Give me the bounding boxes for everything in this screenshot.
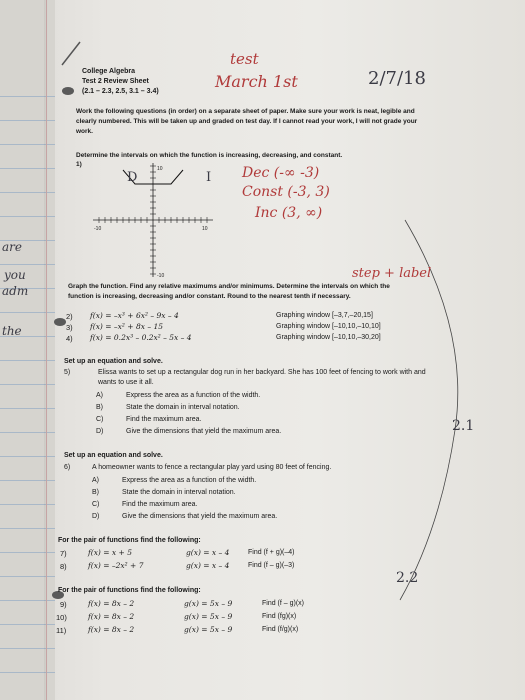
instructions-line: clearly numbered. This will be taken up and graded on test day. If I cannot read your work, I will not grade your [76, 118, 418, 125]
margin-word: adm [2, 284, 29, 298]
find-expression: Find (f/g)(x) [262, 626, 299, 633]
part-text: State the domain in interval notation. [122, 489, 236, 496]
y-tick-top: 10 [157, 166, 163, 172]
x-tick-right: 10 [202, 226, 208, 232]
find-expression: Find (f – g)(–3) [248, 562, 295, 569]
graphing-window: Graphing window [–10,10,–30,20] [276, 334, 381, 341]
problem-text: A homeowner wants to fence a rectangular play yard using 80 feet of fencing. [92, 464, 332, 471]
course-name: College Algebra [82, 68, 136, 75]
margin-word: the [2, 324, 22, 338]
graph-label-d: D [127, 170, 138, 185]
part-text: Give the dimensions that yield the maximum area. [126, 428, 282, 435]
part-text: Give the dimensions that yield the maximum area. [122, 513, 278, 520]
function-g: g(x) = x – 4 [186, 548, 230, 557]
part-label: C) [92, 501, 100, 508]
section2-heading: function is increasing, decreasing and/or constant. Round to the nearest tenth if necessary. [68, 293, 351, 300]
slash-mark [62, 42, 80, 65]
function-f: f(x) = 8x – 2 [88, 625, 135, 634]
part-label: D) [96, 428, 104, 435]
section2-heading: Graph the function. Find any relative maximums and/or minimums. Determine the intervals on which the [68, 283, 390, 290]
question-number: 5) [64, 369, 71, 376]
find-expression: Find (f – g)(x) [262, 600, 305, 607]
part-text: Find the maximum area. [126, 416, 202, 423]
punch-hole [62, 87, 74, 95]
instructions-line: work. [76, 128, 93, 135]
question-number: 6) [64, 464, 71, 471]
function-expression: f(x) = –x² + 8x – 15 [90, 322, 164, 331]
function-f: f(x) = 8x – 2 [88, 612, 135, 621]
question-number: 11) [56, 626, 67, 635]
part-label: B) [92, 489, 99, 496]
part-text: State the domain in interval notation. [126, 404, 240, 411]
handwritten-decreasing: Dec (-∞ -3) [242, 165, 320, 181]
graph-label-i: I [206, 170, 212, 185]
problem-text: Elissa wants to set up a rectangular dog run in her backyard. She has 100 feet of fencing to work with and [98, 369, 426, 376]
part-text: Find the maximum area. [122, 501, 198, 508]
question-number: 3) [66, 323, 73, 332]
section6-heading: For the pair of functions find the following: [58, 587, 201, 594]
handwritten-constant: Const (-3, 3) [242, 184, 330, 200]
question-number: 8) [60, 562, 67, 571]
part-text: Express the area as a function of the width. [122, 477, 257, 484]
part-label: B) [96, 404, 103, 411]
part-label: C) [96, 416, 104, 423]
handwritten-section-note: 2.1 [452, 418, 475, 434]
margin-word: are [2, 240, 22, 254]
function-f: f(x) = 8x – 2 [88, 599, 135, 608]
function-g: g(x) = 5x – 9 [184, 599, 233, 608]
graphing-window: Graphing window [–3,7,–20,15] [276, 312, 373, 319]
function-expression: f(x) = –x³ + 6x² – 9x – 4 [90, 311, 179, 320]
punch-hole [54, 318, 66, 326]
handwritten-test: test [230, 50, 259, 68]
instructions-line: Work the following questions (in order) on a separate sheet of paper. Make sure your work is neat, legible and [76, 108, 415, 115]
handwritten-section-note: 2.2 [396, 570, 419, 586]
function-g: g(x) = 5x – 9 [184, 612, 233, 621]
question-number: 1) [76, 161, 82, 168]
sheet-sections: (2.1 – 2.3, 2.5, 3.1 – 3.4) [82, 88, 159, 95]
function-f: f(x) = –2x² + 7 [88, 561, 144, 570]
question-number: 2) [66, 312, 73, 321]
function-graph [88, 160, 218, 280]
function-g: g(x) = x – 4 [186, 561, 230, 570]
part-text: Express the area as a function of the width. [126, 392, 261, 399]
sheet-title: Test 2 Review Sheet [82, 78, 149, 85]
part-label: A) [92, 477, 99, 484]
function-expression: f(x) = 0.2x³ – 0.2x² – 5x – 4 [90, 333, 192, 342]
handwritten-step-note: step + label [352, 266, 432, 281]
problem-text: wants to use it all. [98, 379, 154, 386]
x-tick-left: -10 [94, 226, 102, 232]
find-expression: Find (f + g)(–4) [248, 549, 295, 556]
question-number: 4) [66, 334, 73, 343]
section4-heading: Set up an equation and solve. [64, 452, 163, 459]
part-label: D) [92, 513, 100, 520]
section5-heading: For the pair of functions find the following: [58, 537, 201, 544]
question-number: 7) [60, 549, 67, 558]
handwritten-date: 2/7/18 [368, 68, 426, 89]
section1-heading: Determine the intervals on which the function is increasing, decreasing, and constant. [76, 152, 343, 159]
question-number: 10) [56, 613, 67, 622]
section3-heading: Set up an equation and solve. [64, 358, 163, 365]
function-f: f(x) = x + 5 [88, 548, 132, 557]
question-number: 9) [60, 600, 67, 609]
function-g: g(x) = 5x – 9 [184, 625, 233, 634]
handwritten-increasing: Inc (3, ∞) [255, 205, 323, 221]
y-tick-bottom: -10 [157, 273, 165, 279]
handwritten-due: March 1st [215, 72, 298, 91]
part-label: A) [96, 392, 103, 399]
find-expression: Find (fg)(x) [262, 613, 297, 620]
margin-word: you [4, 268, 26, 282]
graphing-window: Graphing window [–10,10,–10,10] [276, 323, 381, 330]
